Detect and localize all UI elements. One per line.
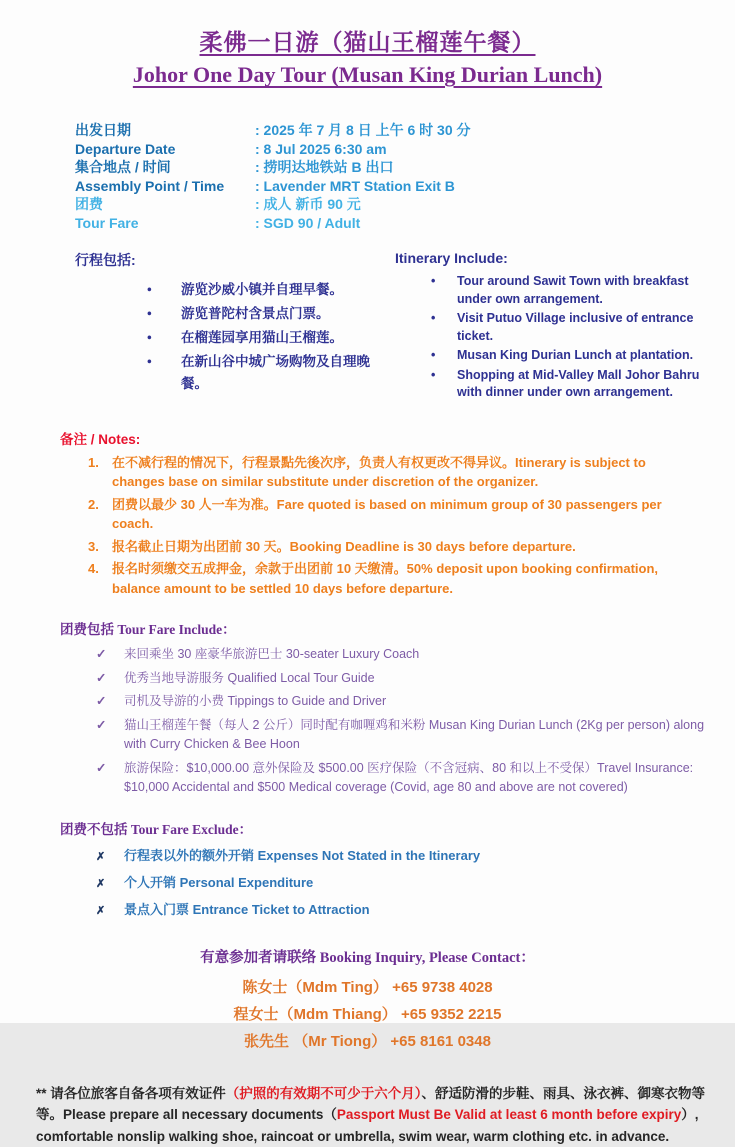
list-item-text: 游览普陀村含景点门票。 bbox=[181, 306, 330, 322]
fare-include-list bbox=[96, 645, 713, 798]
fare-include-section bbox=[60, 618, 713, 798]
contact-line bbox=[0, 974, 735, 1001]
contact-name: 陈女士（Mdm Ting） bbox=[242, 978, 388, 996]
footer-text: ** 请各位旅客自备各项有效证件 bbox=[36, 1085, 226, 1101]
info-value: : SGD 90 / Adult bbox=[255, 214, 361, 231]
list-item-text: Tour around Sawit Town with breakfast under own arrangement. bbox=[457, 274, 689, 306]
check-icon: ✓ bbox=[96, 694, 107, 709]
contact-phone: +65 8161 0348 bbox=[390, 1032, 491, 1050]
bullet-icon: • bbox=[147, 354, 152, 370]
contact-line bbox=[0, 1001, 735, 1028]
exclude-item-text: 个人开销 Personal Expenditure bbox=[124, 874, 314, 890]
info-row-departure-date-zh bbox=[75, 121, 735, 140]
include-item bbox=[96, 645, 713, 665]
list-item-text: 在榴莲园享用猫山王榴莲。 bbox=[181, 330, 343, 346]
page-title-english: Johor One Day Tour (Musan King Durian Lunch) bbox=[132, 62, 603, 88]
check-icon: ✓ bbox=[96, 760, 107, 775]
page-title-chinese: 柔佛一日游（猫山王榴莲午餐） bbox=[199, 30, 536, 55]
footer-red-highlight: （护照的有效期不可少于六个月） bbox=[225, 1085, 422, 1101]
include-item bbox=[96, 759, 713, 798]
note-item: 报名时须缴交五成押金，余款于出团前 10 天缴清。50% deposit upon booking confirmation, balance amount to be settled 10 days before departure. bbox=[112, 561, 659, 596]
contact-name: 张先生 （Mr Tiong） bbox=[244, 1032, 387, 1050]
contact-heading: 有意参加者请联络 Booking Inquiry, Please Contact： bbox=[200, 949, 535, 966]
footer-text: 、舒适防滑的步鞋、雨具、泳衣裤、御寒衣物等等。Please prepare all necessary documents（ bbox=[36, 1085, 706, 1123]
info-row-departure-date-en bbox=[75, 140, 735, 159]
cross-icon: ✗ bbox=[96, 904, 106, 917]
list-item bbox=[431, 347, 707, 365]
include-item-text: 司机及导游的小费 Tippings to Guide and Driver bbox=[124, 694, 387, 709]
exclude-item bbox=[96, 845, 713, 868]
info-label: 出发日期 bbox=[75, 122, 131, 139]
include-item-text: 来回乘坐 30 座豪华旅游巴士 30-seater Luxury Coach bbox=[124, 647, 420, 662]
include-item-text: 旅游保险：$10,000.00 意外保险及 $500.00 医疗保险（不含冠病、80 和以上不受保）Travel Insurance: $10,000 Accidental and $500 Medical coverage (Covid, age 80 and above are not covered) bbox=[124, 760, 694, 795]
fare-exclude-list bbox=[96, 845, 713, 922]
bullet-icon: • bbox=[431, 367, 436, 382]
include-item bbox=[96, 692, 713, 712]
info-value: : 捞明达地铁站 B 出口 bbox=[255, 159, 394, 176]
include-item-text: 优秀当地导游服务 Qualified Local Tour Guide bbox=[124, 670, 375, 685]
list-item bbox=[147, 279, 395, 301]
cross-icon: ✗ bbox=[96, 877, 106, 890]
itinerary-zh-list bbox=[147, 279, 395, 395]
info-value: : 2025 年 7 月 8 日 上午 6 时 30 分 bbox=[255, 122, 471, 139]
exclude-item bbox=[96, 872, 713, 895]
list-item-text: 游览沙威小镇并自理早餐。 bbox=[181, 282, 343, 298]
info-label: Assembly Point / Time bbox=[75, 177, 225, 194]
list-item bbox=[431, 310, 707, 345]
bullet-icon: • bbox=[147, 306, 152, 322]
cross-icon: ✗ bbox=[96, 850, 106, 863]
notes-heading: 备注 / Notes: bbox=[60, 431, 141, 447]
note-item: 报名截止日期为出团前 30 天。Booking Deadline is 30 days before departure. bbox=[112, 538, 576, 554]
itinerary-zh-column bbox=[75, 250, 395, 404]
tour-info-section bbox=[75, 121, 735, 232]
contact-section bbox=[0, 946, 735, 1055]
check-icon: ✓ bbox=[96, 670, 107, 685]
check-icon: ✓ bbox=[96, 717, 107, 732]
exclude-item bbox=[96, 899, 713, 922]
info-row-fare-zh bbox=[75, 195, 735, 214]
exclude-item-text: 行程表以外的额外开销 Expenses Not Stated in the Itinerary bbox=[124, 847, 481, 863]
info-label: 集合地点 / 时间 bbox=[75, 159, 171, 176]
contact-phone: +65 9738 4028 bbox=[392, 978, 493, 996]
bullet-icon: • bbox=[147, 330, 152, 346]
include-item-text: 猫山王榴莲午餐（每人 2 公斤）同时配有咖喱鸡和米粉 Musan King Durian Lunch (2Kg per person) along with Curry Chicken & Bee Hoon bbox=[124, 717, 705, 752]
itinerary-en-column bbox=[395, 250, 707, 404]
include-item bbox=[96, 716, 713, 755]
info-row-assembly-zh bbox=[75, 158, 735, 177]
bullet-icon: • bbox=[431, 311, 436, 326]
info-label: Departure Date bbox=[75, 140, 176, 157]
info-value: : 成人 新币 90 元 bbox=[255, 196, 361, 213]
contact-lines bbox=[0, 974, 735, 1055]
check-icon: ✓ bbox=[96, 647, 107, 662]
contact-name: 程女士（Mdm Thiang） bbox=[233, 1005, 397, 1023]
list-item-text: Musan King Durian Lunch at plantation. bbox=[457, 348, 694, 363]
bullet-icon: • bbox=[431, 348, 436, 363]
list-item bbox=[147, 327, 395, 349]
info-value: : 8 Jul 2025 6:30 am bbox=[255, 140, 387, 157]
info-row-assembly-en bbox=[75, 177, 735, 196]
fare-exclude-section bbox=[60, 818, 713, 922]
info-label: Tour Fare bbox=[75, 214, 139, 231]
itinerary-columns bbox=[75, 250, 735, 404]
notes-list bbox=[88, 453, 701, 599]
note-item: 团费以最少 30 人一车为准。Fare quoted is based on minimum group of 30 passengers per coach. bbox=[112, 496, 662, 532]
footer-note bbox=[36, 1083, 707, 1147]
fare-exclude-heading: 团费不包括 Tour Fare Exclude： bbox=[60, 821, 253, 837]
list-item-text: 在新山谷中城广场购物及自理晚餐。 bbox=[181, 354, 370, 392]
itinerary-en-list bbox=[431, 273, 707, 402]
footer-red-highlight: Passport Must Be Valid at least 6 month before expiry bbox=[336, 1107, 682, 1123]
bullet-icon: • bbox=[147, 282, 152, 298]
list-item-text: Visit Putuo Village inclusive of entrance ticket. bbox=[457, 311, 694, 343]
notes-section bbox=[60, 428, 701, 599]
exclude-item-text: 景点入门票 Entrance Ticket to Attraction bbox=[124, 901, 370, 917]
list-item-text: Shopping at Mid-Valley Mall Johor Bahru with dinner under own arrangement. bbox=[457, 367, 700, 400]
fare-include-heading: 团费包括 Tour Fare Include： bbox=[60, 622, 236, 638]
bullet-icon: • bbox=[431, 274, 436, 289]
contact-phone: +65 9352 2215 bbox=[400, 1005, 502, 1023]
include-item bbox=[96, 669, 713, 689]
info-value: : Lavender MRT Station Exit B bbox=[255, 177, 455, 194]
itinerary-en-heading: Itinerary Include: bbox=[395, 250, 508, 267]
contact-line bbox=[0, 1028, 735, 1055]
list-item bbox=[431, 367, 707, 402]
info-label: 团费 bbox=[75, 196, 103, 213]
itinerary-zh-heading: 行程包括: bbox=[75, 252, 136, 269]
note-item: 在不减行程的情况下，行程景點先後次序，负责人有权更改不得异议。Itinerary is subject to changes base on similar substitute under discretion of the organizer. bbox=[112, 454, 646, 490]
footer-text: ）, comfortable nonslip walking shoe, raincoat or umbrella, swim wear, warm clothing etc. in advance. bbox=[36, 1107, 699, 1144]
list-item bbox=[147, 351, 395, 395]
info-row-fare-en bbox=[75, 214, 735, 233]
list-item bbox=[147, 303, 395, 325]
title-block bbox=[0, 26, 735, 91]
list-item bbox=[431, 273, 707, 308]
